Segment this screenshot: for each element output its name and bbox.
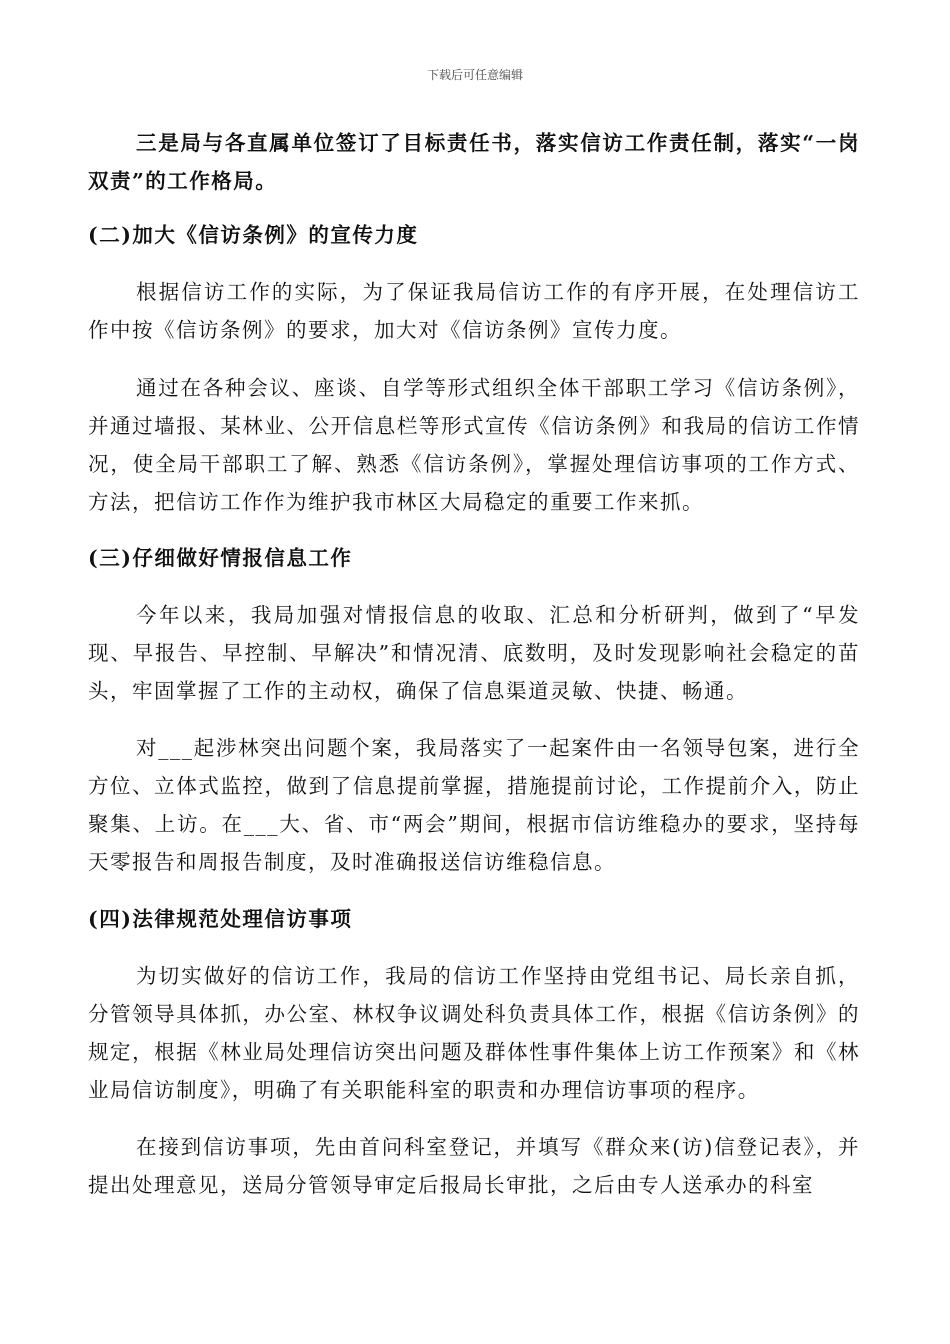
section-heading: (三)仔细做好情报信息工作 <box>88 546 353 570</box>
para-responsibility <box>88 124 860 200</box>
section-heading: (四)法律规范处理信访事项 <box>88 907 353 931</box>
para-2b <box>88 369 860 521</box>
para-3a <box>88 596 860 710</box>
page-header: 下载后可任意编辑 <box>426 68 523 82</box>
section-heading: (二)加大《信访条例》的宣传力度 <box>88 223 419 247</box>
para-2a <box>88 273 860 349</box>
body-paragraph: 通过在各种会议、座谈、自学等形式组织全体干部职工学习《信访条例》，并通过墙报、某林业、公开信息栏等形式宣传《信访条例》和我局的信访工作情况，使全局干部职工了解、熟悉《信访条例》，掌握处理信访事项的工作方式、方法，把信访工作作为维护我市林区大局稳定的重要工作来抓。 <box>88 376 860 514</box>
body-paragraph: 对___起涉林突出问题个案，我局落实了一起案件由一名领导包案，进行全方位、立体式监控，做到了信息提前掌握，措施提前讨论，工作提前介入，防止聚集、上访。在___大、省、市“两会”期间，根据市信访维稳办的要求，坚持每天零报告和周报告制度，及时准确报送信访维稳信息。 <box>88 736 860 874</box>
para-3b <box>88 729 860 881</box>
para-4b <box>88 1128 860 1204</box>
heading-4 <box>88 900 860 938</box>
heading-3 <box>88 539 860 577</box>
body-paragraph: 为切实做好的信访工作，我局的信访工作坚持由党组书记、局长亲自抓，分管领导具体抓，办公室、林权争议调处科负责具体工作，根据《信访条例》的规定，根据《林业局处理信访突出问题及群体性事件集体上访工作预案》和《林业局信访制度》，明确了有关职能科室的职责和办理信访事项的程序。 <box>88 964 860 1102</box>
body-paragraph: 在接到信访事项，先由首问科室登记，并填写《群众来(访)信登记表》，并提出处理意见，送局分管领导审定后报局长审批，之后由专人送承办的科室 <box>88 1135 860 1197</box>
para-4a <box>88 957 860 1109</box>
bold-paragraph: 三是局与各直属单位签订了目标责任书，落实信访工作责任制，落实“一岗双责”的工作格局。 <box>88 131 860 193</box>
heading-2 <box>88 216 860 254</box>
body-paragraph: 根据信访工作的实际，为了保证我局信访工作的有序开展，在处理信访工作中按《信访条例》的要求，加大对《信访条例》宣传力度。 <box>88 280 860 342</box>
body-paragraph: 今年以来，我局加强对情报信息的收取、汇总和分析研判，做到了“早发现、早报告、早控制、早解决”和情况清、底数明，及时发现影响社会稳定的苗头，牢固掌握了工作的主动权，确保了信息渠道灵敏、快捷、畅通。 <box>88 603 860 703</box>
